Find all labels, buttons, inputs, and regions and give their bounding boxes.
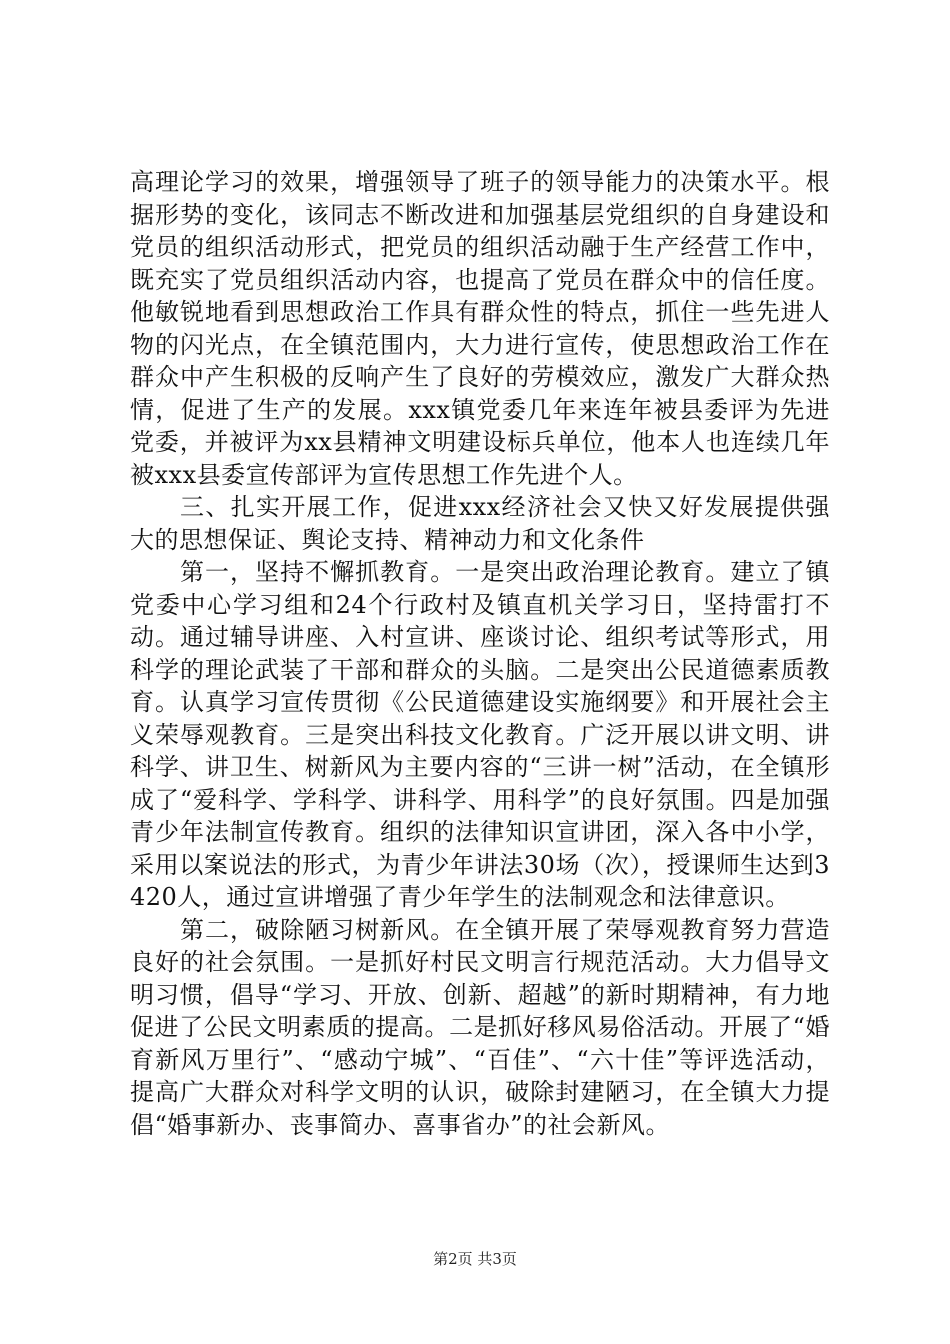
document-body xyxy=(130,166,830,1141)
page-number-footer: 第2页 共3页 xyxy=(433,1250,517,1268)
paragraph-section-three-heading: 三、扎实开展工作，促进xxx经济社会又快又好发展提供强大的思想保证、舆论支持、精神动力和文化条件 xyxy=(130,493,830,554)
paragraph-second-customs: 第二，破除陋习树新风。在全镇开展了荣辱观教育努力营造良好的社会氛围。一是抓好村民文明言行规范活动。大力倡导文明习惯，倡导“学习、开放、创新、超越”的新时期精神，有力地促进了公民文明素质的提高。二是抓好移风易俗活动。开展了“婚育新风万里行”、“感动宁城”、“百佳”、“六十佳”等评选活动，提高广大群众对科学文明的认识，破除封建陋习，在全镇大力提倡“婚事新办、丧事简办、喜事省办”的社会新风。 xyxy=(130,915,830,1139)
paragraph-continuation: 高理论学习的效果，增强领导了班子的领导能力的决策水平。根据形势的变化，该同志不断改进和加强基层党组织的自身建设和党员的组织活动形式，把党员的组织活动融于生产经营工作中，既充实了党员组织活动内容，也提高了党员在群众中的信任度。他敏锐地看到思想政治工作具有群众性的特点，抓住一些先进人物的闪光点，在全镇范围内，大力进行宣传，使思想政治工作在群众中产生积极的反响产生了良好的劳模效应，激发广大群众热情，促进了生产的发展。xxx镇党委几年来连年被县委评为先进党委，并被评为xx县精神文明建设标兵单位，他本人也连续几年被xxx县委宣传部评为宣传思想工作先进个人。 xyxy=(130,168,830,489)
paragraph-first-education: 第一，坚持不懈抓教育。一是突出政治理论教育。建立了镇党委中心学习组和24个行政村及镇直机关学习日，坚持雷打不动。通过辅导讲座、入村宣讲、座谈讨论、组织考试等形式，用科学的理论武装了干部和群众的头脑。二是突出公民道德素质教育。认真学习宣传贯彻《公民道德建设实施纲要》和开展社会主义荣辱观教育。三是突出科技文化教育。广泛开展以讲文明、讲科学、讲卫生、树新风为主要内容的“三讲一树”活动，在全镇形成了“爱科学、学科学、讲科学、用科学”的良好氛围。四是加强青少年法制宣传教育。组织的法律知识宣讲团，深入各中小学，采用以案说法的形式，为青少年讲法30场（次），授课师生达到3420人，通过宣讲增强了青少年学生的法制观念和法律意识。 xyxy=(130,558,830,911)
